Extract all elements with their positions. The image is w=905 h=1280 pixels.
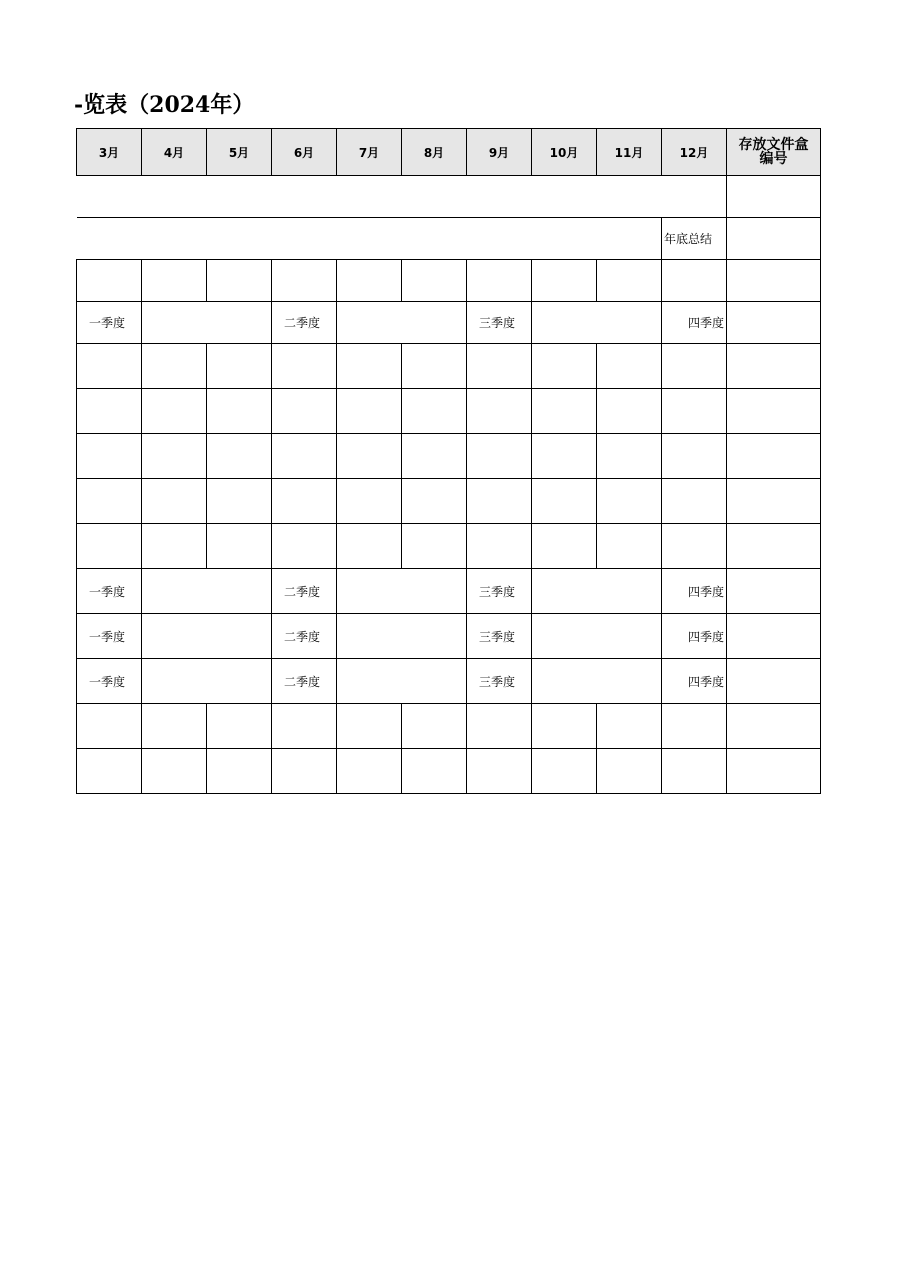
cell[interactable] xyxy=(402,260,467,302)
cell[interactable] xyxy=(77,260,142,302)
table-row xyxy=(77,389,821,434)
cell[interactable] xyxy=(77,524,142,569)
quarter-1-cell[interactable] xyxy=(142,614,272,659)
cell[interactable] xyxy=(77,479,142,524)
cell[interactable] xyxy=(662,389,727,434)
cell[interactable] xyxy=(142,344,207,389)
cell[interactable] xyxy=(142,704,207,749)
cell[interactable] xyxy=(467,344,532,389)
quarter-1-label: 一季度 xyxy=(77,614,142,659)
quarter-2-label: 二季度 xyxy=(272,659,337,704)
file-box-cell[interactable] xyxy=(727,218,821,260)
cell[interactable] xyxy=(467,704,532,749)
cell[interactable] xyxy=(662,479,727,524)
table-row xyxy=(77,524,821,569)
cell[interactable] xyxy=(272,344,337,389)
cell[interactable] xyxy=(597,479,662,524)
cell[interactable] xyxy=(597,524,662,569)
cell[interactable] xyxy=(662,344,727,389)
file-box-cell[interactable] xyxy=(727,749,821,794)
cell[interactable] xyxy=(207,344,272,389)
file-box-cell[interactable] xyxy=(727,260,821,302)
quarter-3-cell[interactable] xyxy=(532,302,662,344)
quarter-row xyxy=(77,659,821,704)
file-box-header-line1: 存放文件盒 xyxy=(738,137,809,153)
month-header: 7月 xyxy=(337,129,402,176)
cell[interactable] xyxy=(77,344,142,389)
file-box-cell[interactable] xyxy=(727,344,821,389)
cell[interactable] xyxy=(532,479,597,524)
table-row xyxy=(77,749,821,794)
cell[interactable] xyxy=(597,434,662,479)
quarter-2-cell[interactable] xyxy=(337,302,467,344)
quarter-2-label: 二季度 xyxy=(272,302,337,344)
table-row xyxy=(77,218,821,260)
cell[interactable] xyxy=(662,434,727,479)
cell[interactable] xyxy=(77,434,142,479)
quarter-1-label: 一季度 xyxy=(77,569,142,614)
cell[interactable] xyxy=(337,434,402,479)
cell[interactable] xyxy=(402,479,467,524)
cell[interactable] xyxy=(402,389,467,434)
file-box-cell[interactable] xyxy=(727,389,821,434)
cell[interactable] xyxy=(532,344,597,389)
table-row xyxy=(77,260,821,302)
cell[interactable] xyxy=(532,704,597,749)
page-title: -览表（2024年） xyxy=(74,92,255,118)
file-box-cell[interactable] xyxy=(727,434,821,479)
quarter-4-label: 四季度 xyxy=(662,302,727,344)
cell[interactable] xyxy=(662,524,727,569)
cell[interactable] xyxy=(77,389,142,434)
file-box-cell[interactable] xyxy=(727,524,821,569)
quarter-1-label: 一季度 xyxy=(77,302,142,344)
quarter-3-cell[interactable] xyxy=(532,569,662,614)
file-box-cell[interactable] xyxy=(727,302,821,344)
overview-table xyxy=(76,128,821,794)
quarter-1-cell[interactable] xyxy=(142,569,272,614)
cell[interactable] xyxy=(142,389,207,434)
month-header: 12月 xyxy=(662,129,727,176)
cell[interactable] xyxy=(142,434,207,479)
cell[interactable] xyxy=(337,749,402,794)
cell[interactable] xyxy=(532,260,597,302)
month-header: 8月 xyxy=(402,129,467,176)
quarter-4-label: 四季度 xyxy=(662,659,727,704)
cell[interactable] xyxy=(77,749,142,794)
cell[interactable] xyxy=(532,434,597,479)
quarter-2-label: 二季度 xyxy=(272,614,337,659)
cell[interactable] xyxy=(337,344,402,389)
cell[interactable] xyxy=(207,479,272,524)
quarter-3-label: 三季度 xyxy=(467,302,532,344)
cell[interactable] xyxy=(597,260,662,302)
month-header: 5月 xyxy=(207,129,272,176)
cell[interactable] xyxy=(662,704,727,749)
quarter-row xyxy=(77,569,821,614)
cell[interactable] xyxy=(272,749,337,794)
month-header: 11月 xyxy=(597,129,662,176)
file-box-cell[interactable] xyxy=(727,614,821,659)
cell[interactable] xyxy=(402,434,467,479)
cell[interactable] xyxy=(402,749,467,794)
file-box-cell[interactable] xyxy=(727,479,821,524)
quarter-3-label: 三季度 xyxy=(467,569,532,614)
year-end-summary-label: 年底总结 xyxy=(662,218,727,260)
cell[interactable] xyxy=(207,389,272,434)
month-header: 6月 xyxy=(272,129,337,176)
file-box-cell[interactable] xyxy=(727,176,821,218)
cell[interactable] xyxy=(272,434,337,479)
quarter-2-cell[interactable] xyxy=(337,659,467,704)
month-header: 4月 xyxy=(142,129,207,176)
quarter-3-label: 三季度 xyxy=(467,659,532,704)
table-row xyxy=(77,479,821,524)
table-row xyxy=(77,704,821,749)
table-row xyxy=(77,434,821,479)
file-box-cell[interactable] xyxy=(727,704,821,749)
cell[interactable] xyxy=(337,389,402,434)
quarter-1-cell[interactable] xyxy=(142,659,272,704)
cell[interactable] xyxy=(142,479,207,524)
cell[interactable] xyxy=(207,260,272,302)
cell[interactable] xyxy=(532,749,597,794)
quarter-3-cell[interactable] xyxy=(532,659,662,704)
cell[interactable] xyxy=(272,524,337,569)
cell[interactable] xyxy=(402,344,467,389)
quarter-1-label: 一季度 xyxy=(77,659,142,704)
cell[interactable] xyxy=(467,260,532,302)
cell[interactable] xyxy=(207,524,272,569)
cell[interactable] xyxy=(207,704,272,749)
cell[interactable] xyxy=(467,434,532,479)
file-box-header-line2: 编号 xyxy=(759,151,788,167)
cell[interactable] xyxy=(272,479,337,524)
cell[interactable] xyxy=(272,260,337,302)
table-row xyxy=(77,344,821,389)
table-row xyxy=(77,176,821,218)
cell[interactable] xyxy=(467,749,532,794)
merged-cell[interactable] xyxy=(77,176,727,218)
file-box-cell[interactable] xyxy=(727,569,821,614)
quarter-2-cell[interactable] xyxy=(337,569,467,614)
cell[interactable] xyxy=(467,479,532,524)
cell[interactable] xyxy=(207,434,272,479)
quarter-2-label: 二季度 xyxy=(272,569,337,614)
cell[interactable] xyxy=(662,260,727,302)
cell[interactable] xyxy=(402,704,467,749)
file-box-cell[interactable] xyxy=(727,659,821,704)
cell[interactable] xyxy=(272,704,337,749)
merged-cell[interactable] xyxy=(77,218,662,260)
cell[interactable] xyxy=(402,524,467,569)
quarter-row xyxy=(77,302,821,344)
cell[interactable] xyxy=(142,749,207,794)
header-row xyxy=(77,129,821,176)
cell[interactable] xyxy=(532,389,597,434)
cell[interactable] xyxy=(597,749,662,794)
cell[interactable] xyxy=(337,260,402,302)
cell[interactable] xyxy=(142,260,207,302)
cell[interactable] xyxy=(337,704,402,749)
quarter-row xyxy=(77,614,821,659)
cell[interactable] xyxy=(467,389,532,434)
quarter-2-cell[interactable] xyxy=(337,614,467,659)
cell[interactable] xyxy=(597,389,662,434)
quarter-1-cell[interactable] xyxy=(142,302,272,344)
cell[interactable] xyxy=(337,479,402,524)
cell[interactable] xyxy=(597,344,662,389)
cell[interactable] xyxy=(662,749,727,794)
quarter-3-label: 三季度 xyxy=(467,614,532,659)
cell[interactable] xyxy=(467,524,532,569)
quarter-3-cell[interactable] xyxy=(532,614,662,659)
month-header: 9月 xyxy=(467,129,532,176)
cell[interactable] xyxy=(597,704,662,749)
cell[interactable] xyxy=(532,524,597,569)
cell[interactable] xyxy=(272,389,337,434)
cell[interactable] xyxy=(142,524,207,569)
month-header: 10月 xyxy=(532,129,597,176)
cell[interactable] xyxy=(207,749,272,794)
month-header: 3月 xyxy=(77,129,142,176)
file-box-number-header xyxy=(727,129,821,176)
quarter-4-label: 四季度 xyxy=(662,569,727,614)
cell[interactable] xyxy=(77,704,142,749)
cell[interactable] xyxy=(337,524,402,569)
quarter-4-label: 四季度 xyxy=(662,614,727,659)
